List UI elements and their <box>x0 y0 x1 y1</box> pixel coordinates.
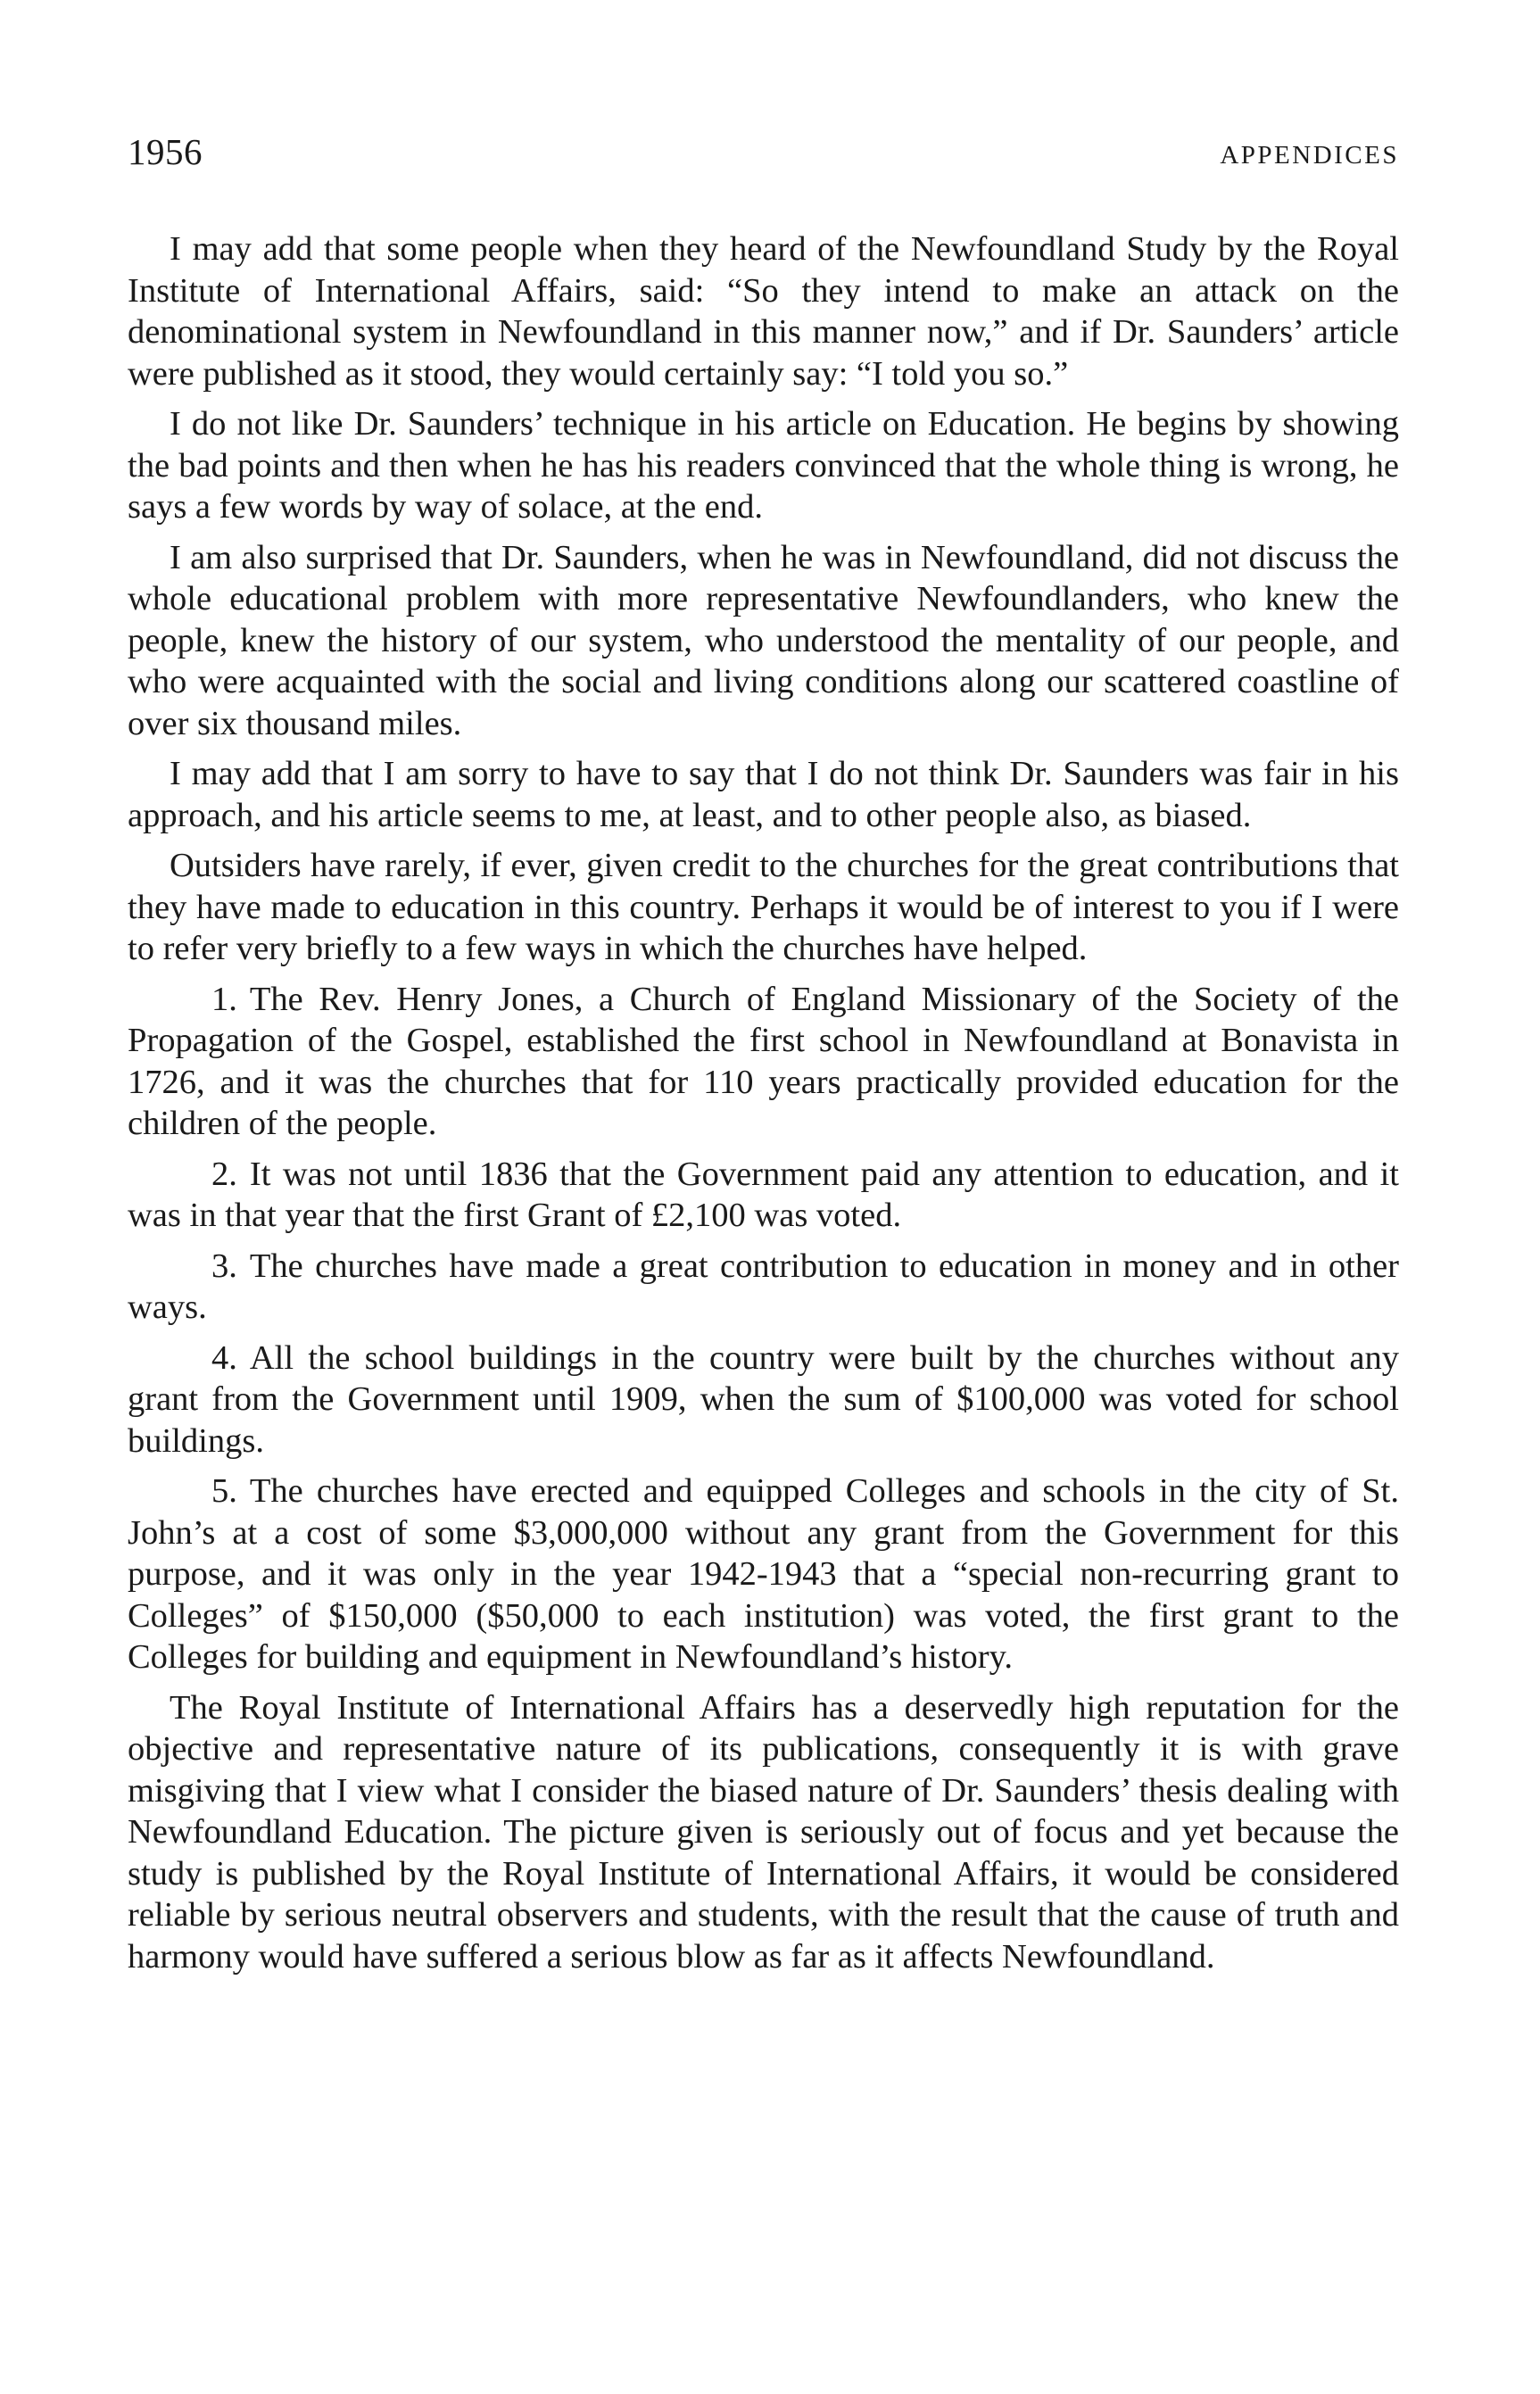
list-item <box>128 1338 1399 1462</box>
list-item-number: 1. <box>211 980 237 1018</box>
list-item-number: 2. <box>211 1155 237 1193</box>
list-item-text: The Rev. Henry Jones, a Church of England Missionary of the Society of the Propagation of the Gospel, established the first school in Newfoundland at Bonavista in 1726, and it was the churches that for 110 years practically provided education for the children of the people. <box>128 980 1399 1142</box>
paragraph: I may add that some people when they heard of the Newfoundland Study by the Royal Institute of International Affairs, said: “So they intend to make an attack on the denominational system in Newfoundland in this manner now,” and if Dr. Saunders’ article were published as it stood, they would certainly say: “I told you so.” <box>128 230 1399 393</box>
paragraph: Outsiders have rarely, if ever, given credit to the churches for the great contributions that they have made to education in this country. Perhaps it would be of interest to you if I were to refer very briefly to a few ways in which the churches have helped. <box>128 847 1399 967</box>
paragraph: I am also surprised that Dr. Saunders, when he was in Newfoundland, did not discuss the whole educational problem with more representative Newfoundlanders, who knew the people, knew the history of our system, who understood the mentality of our people, and who were acquainted with the social and living conditions along our scattered coastline of over six thousand miles. <box>128 538 1399 742</box>
list-item-number: 5. <box>211 1472 237 1510</box>
list-item <box>128 1154 1399 1237</box>
paragraph: I do not like Dr. Saunders’ technique in his article on Education. He begins by showing the bad points and then when he has his readers convinced that the whole thing is wrong, he says a few words by way of solace, at the end. <box>128 405 1399 526</box>
body-text <box>128 228 1399 1977</box>
list-item <box>128 1246 1399 1329</box>
list-item-text: It was not until 1836 that the Government paid any attention to education, and it was in that year that the first Grant of £2,100 was voted. <box>128 1155 1399 1234</box>
closing-paragraph: The Royal Institute of International Affairs has a deservedly high reputation for the objective and representative nature of its publications, consequently it is with grave misgiving that I view what I consider the biased nature of Dr. Saunders’ thesis dealing with Newfoundland Education. The picture given is seriously out of focus and yet because the study is published by the Royal Institute of International Affairs, it would be considered reliable by serious neutral observers and students, with the result that the cause of truth and harmony would have suffered a serious blow as far as it affects Newfoundland. <box>128 1688 1399 1976</box>
running-head <box>128 125 1399 178</box>
list-item <box>128 979 1399 1145</box>
section-title: APPENDICES <box>1220 141 1399 170</box>
list-item-number: 3. <box>211 1247 237 1285</box>
list-item <box>128 1470 1399 1678</box>
page-number: 1956 <box>128 131 203 172</box>
list-item-text: The churches have made a great contribution to education in money and in other ways. <box>128 1247 1399 1326</box>
list-item-number: 4. <box>211 1338 237 1377</box>
list-item-text: All the school buildings in the country were built by the churches without any grant from the Government until 1909, when the sum of $100,000 was voted for school buildings. <box>128 1338 1399 1460</box>
paragraph: I may add that I am sorry to have to say that I do not think Dr. Saunders was fair in his approach, and his article seems to me, at least, and to other people also, as biased. <box>128 755 1399 834</box>
list-item-text: The churches have erected and equipped Colleges and schools in the city of St. John’s at a cost of some $3,000,000 without any grant from the Government for this purpose, and it was only in the year 1942-1943 that a “special non-recurring grant to Colleges” of $150,000 ($50,000 to each institution) was voted, the first grant to the Colleges for building and equipment in Newfoundland’s history. <box>128 1472 1399 1676</box>
